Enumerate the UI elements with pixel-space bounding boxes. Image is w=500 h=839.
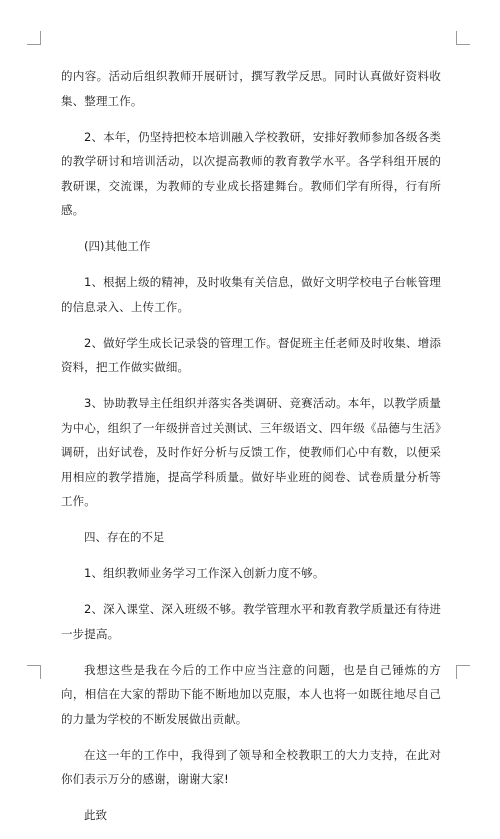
paragraph-school-training: 2、本年，仍坚持把校本培训融入学校教研，安排好教师参加各级各类的教学研讨和培训活动，以次提高教师的教育教学水平。各学科组开展的教研课，交流课，为教师的专业成长搭建舞台。教师们学有所得，行有所感。: [61, 129, 441, 217]
paragraph-info-entry: 1、根据上级的精神，及时收集有关信息，做好文明学校电子台帐管理的信息录入、上传工作。: [61, 275, 441, 314]
section-heading-shortcomings: 四、存在的不足: [84, 530, 165, 544]
section-heading-other-work: (四)其他工作: [84, 239, 151, 253]
crop-mark-top-left: [27, 31, 41, 45]
paragraph-growth-records: 2、做好学生成长记录袋的管理工作。督促班主任老师及时收集、增添资料，把工作做实做细。: [61, 335, 441, 374]
crop-mark-bottom-right: [456, 665, 470, 679]
paragraph-research-competitions: 3、协助教导主任组织并落实各类调研、竞赛活动。本年，以教学质量为中心，组织了一年级拼音过关测试、三年级语文、四年级《品德与生活》调研，出好试卷，及时作好分析与反馈工作，使教师们心中有数，以便采用相应的教学措施，提高学科质量。做好毕业班的阅卷、试卷质量分析等工作。: [61, 396, 441, 508]
paragraph-thanks: 在这一年的工作中，我得到了领导和全校教职工的大力支持，在此对你们表示万分的感谢，谢谢大家!: [61, 747, 441, 786]
crop-mark-bottom-left: [27, 665, 41, 679]
paragraph-reflection: 我想这些是我在今后的工作中应当注意的问题，也是自己锤炼的方向，相信在大家的帮助下能不断地加以克服，本人也将一如既往地尽自己的力量为学校的不断发展做出贡献。: [61, 662, 441, 726]
paragraph-shortcoming-1: 1、组织教师业务学习工作深入创新力度不够。: [84, 566, 325, 580]
document-body: [61, 64, 441, 839]
paragraph-shortcoming-2: 2、深入课堂、深入班级不够。教学管理水平和教育教学质量还有待进一步提高。: [61, 602, 441, 641]
closing-salutation: 此致: [84, 808, 107, 822]
paragraph-continuation: 的内容。活动后组织教师开展研讨，撰写教学反思。同时认真做好资料收集、整理工作。: [61, 69, 441, 108]
crop-mark-top-right: [456, 31, 470, 45]
